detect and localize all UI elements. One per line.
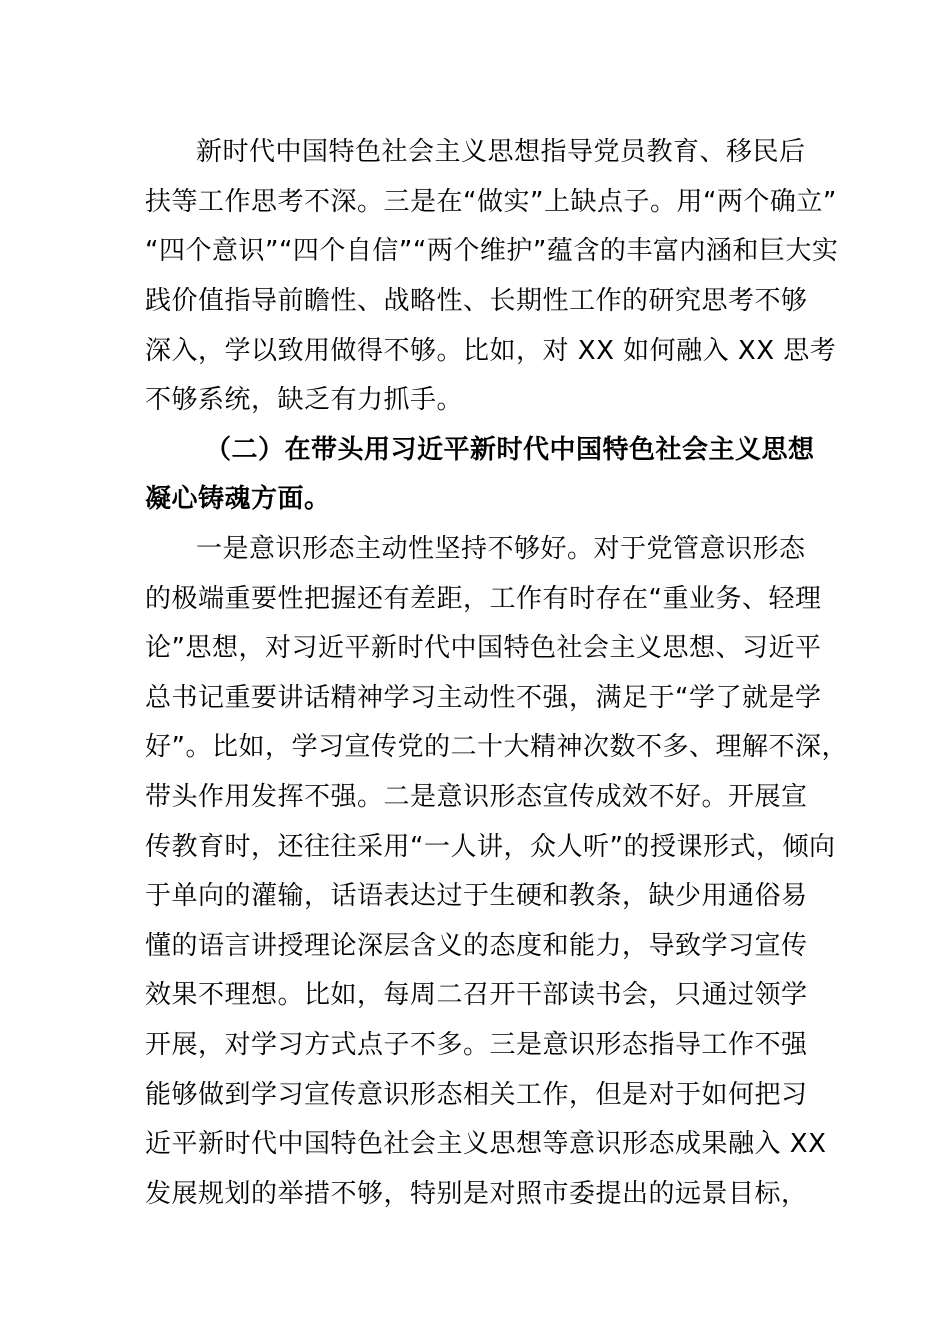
body-text-line: “四个意识”“四个自信”“两个维护”蕴含的丰富内涵和巨大实 [145,236,839,266]
body-text-line: 新时代中国特色社会主义思想指导党员教育、移民后 [196,137,806,167]
body-text-line: 不够系统，缺乏有力抓手。 [145,385,464,415]
body-text-line: 带头作用发挥不强。二是意识形态宣传成效不好。开展宣 [145,782,808,812]
body-text-line: 开展，对学习方式点子不多。三是意识形态指导工作不强 [145,1030,808,1060]
body-text-line: 扶等工作思考不深。三是在“做实”上缺点子。用“两个确立” [145,187,837,217]
body-text-line: 深入，学以致用做得不够。比如，对 XX 如何融入 XX 思考 [145,336,837,366]
body-text-line: 总书记重要讲话精神学习主动性不强，满足于“学了就是学 [145,683,822,713]
body-text-line: 一是意识形态主动性坚持不够好。对于党管意识形态 [196,534,806,564]
body-text-line: 论”思想，对习近平新时代中国特色社会主义思想、习近平 [145,633,822,663]
body-text-line: 践价值指导前瞻性、战略性、长期性工作的研究思考不够 [145,286,808,316]
body-text-line: 近平新时代中国特色社会主义思想等意识形态成果融入 XX [145,1129,827,1159]
body-text-line: 的极端重要性把握还有差距，工作有时存在“重业务、轻理 [145,584,822,614]
body-text-line: 传教育时，还往往采用“一人讲，众人听”的授课形式，倾向 [145,832,836,862]
section-heading-line: 凝心铸魂方面。 [145,484,331,514]
body-text-line: 懂的语言讲授理论深层含义的态度和能力，导致学习宣传 [145,931,808,961]
section-heading-line: （二）在带头用习近平新时代中国特色社会主义思想 [205,435,815,465]
body-text-line: 好”。比如，学习宣传党的二十大精神次数不多、理解不深， [145,732,848,762]
body-text-line: 发展规划的举措不够，特别是对照市委提出的远景目标， [145,1179,808,1209]
body-text-line: 效果不理想。比如，每周二召开干部读书会，只通过领学 [145,980,808,1010]
body-text-line: 于单向的灌输，话语表达过于生硬和教条，缺少用通俗易 [145,881,808,911]
body-text-line: 能够做到学习宣传意识形态相关工作，但是对于如何把习 [145,1080,808,1110]
